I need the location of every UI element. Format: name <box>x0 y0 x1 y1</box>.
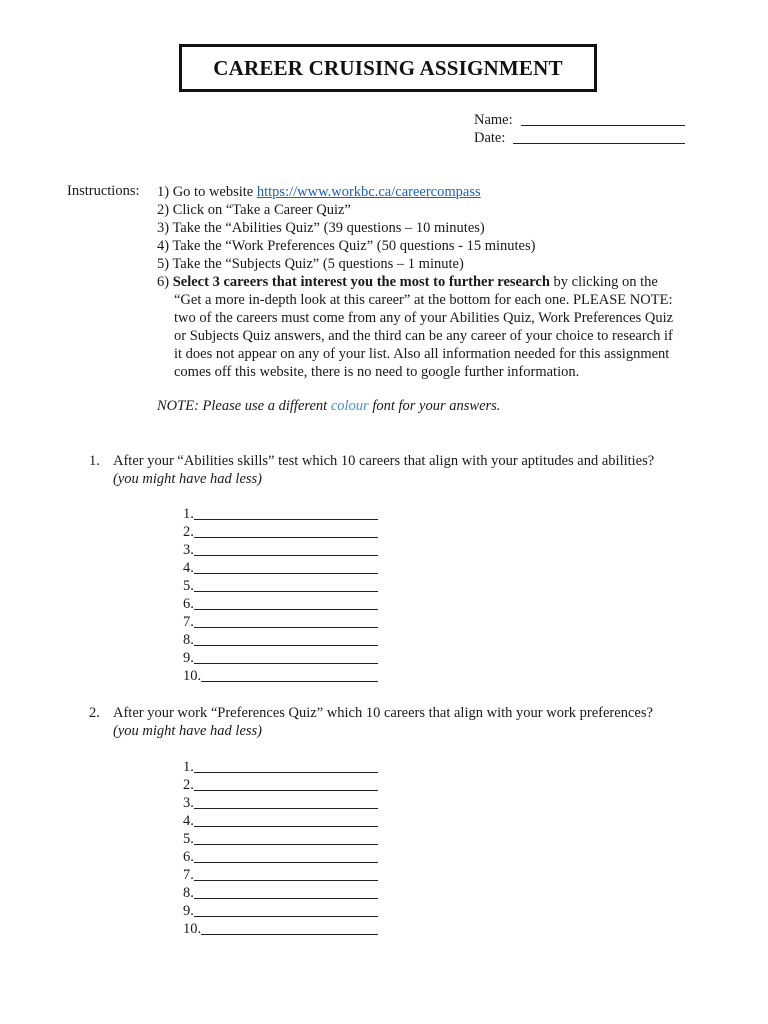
instruction-step-6-line-5: it does not appear on any of your list. Also all information needed for this assignment <box>174 346 670 362</box>
date-blank-line[interactable] <box>513 142 685 144</box>
answer-row <box>183 920 378 938</box>
name-label: Name: <box>474 112 513 128</box>
step-6-rest: by clicking on the <box>549 274 658 290</box>
answer-blank-line[interactable] <box>194 518 378 520</box>
question-text: After your work “Preferences Quiz” which 10 careers that align with your work preferences? <box>113 705 653 721</box>
instruction-step-3: 3) Take the “Abilities Quiz” (39 questions – 10 minutes) <box>157 220 485 236</box>
instruction-step-6-line-2: “Get a more in-depth look at this career” at the bottom for each one. PLEASE NOTE: <box>174 292 673 308</box>
answer-number: 3. <box>183 542 194 558</box>
answer-blank-line[interactable] <box>201 680 378 682</box>
answer-blank-line[interactable] <box>194 662 378 664</box>
answer-row <box>183 776 378 794</box>
answer-row <box>183 505 378 523</box>
instruction-step-6-line-6: comes off this website, there is no need to google further information. <box>174 364 580 380</box>
question-1 <box>89 452 654 488</box>
instruction-step-4: 4) Take the “Work Preferences Quiz” (50 questions - 15 minutes) <box>157 238 536 254</box>
question-subtext: (you might have had less) <box>113 471 262 487</box>
answer-number: 1. <box>183 759 194 775</box>
answer-row <box>183 631 378 649</box>
step-6-bold-text: Select 3 careers that interest you the most to further research <box>172 274 550 290</box>
answer-blank-line[interactable] <box>194 843 378 845</box>
answer-number: 2. <box>183 777 194 793</box>
question-number: 2. <box>89 705 100 721</box>
answer-row <box>183 541 378 559</box>
answer-number: 3. <box>183 795 194 811</box>
date-field-row <box>474 130 685 147</box>
answer-list-2 <box>183 758 378 938</box>
instructions-label: Instructions: <box>67 183 140 199</box>
answer-row <box>183 848 378 866</box>
question-text: After your “Abilities skills” test which 10 careers that align with your aptitudes and abilities? <box>113 453 655 469</box>
answer-number: 6. <box>183 596 194 612</box>
note-text <box>157 398 500 415</box>
question-2 <box>89 704 653 740</box>
answer-blank-line[interactable] <box>194 915 378 917</box>
answer-list-1 <box>183 505 378 685</box>
name-blank-line[interactable] <box>521 124 685 126</box>
answer-blank-line[interactable] <box>194 608 378 610</box>
date-label: Date: <box>474 130 506 146</box>
answer-blank-line[interactable] <box>194 897 378 899</box>
answer-row <box>183 523 378 541</box>
answer-row <box>183 794 378 812</box>
answer-number: 9. <box>183 650 194 666</box>
answer-number: 5. <box>183 831 194 847</box>
step-6-number: 6) <box>157 274 173 290</box>
answer-number: 10. <box>183 921 202 937</box>
answer-blank-line[interactable] <box>194 825 378 827</box>
instruction-step-1 <box>157 183 702 201</box>
note-before: NOTE: Please use a different <box>157 398 331 414</box>
answer-row <box>183 577 378 595</box>
question-number: 1. <box>89 453 100 469</box>
answer-number: 6. <box>183 849 194 865</box>
answer-row <box>183 595 378 613</box>
question-subtext: (you might have had less) <box>113 723 262 739</box>
answer-number: 4. <box>183 813 194 829</box>
answer-number: 7. <box>183 614 194 630</box>
answer-number: 2. <box>183 524 194 540</box>
answer-blank-line[interactable] <box>194 861 378 863</box>
answer-blank-line[interactable] <box>194 789 378 791</box>
instruction-step-6-line-3: two of the careers must come from any of your Abilities Quiz, Work Preferences Quiz <box>174 310 674 326</box>
answer-number: 8. <box>183 885 194 901</box>
answer-blank-line[interactable] <box>194 554 378 556</box>
instruction-step-2: 2) Click on “Take a Career Quiz” <box>157 202 351 218</box>
answer-number: 1. <box>183 506 194 522</box>
answer-row <box>183 559 378 577</box>
instruction-step-6-line-4: or Subjects Quiz answers, and the third can be any career of your choice to research if <box>174 328 673 344</box>
instruction-step-5: 5) Take the “Subjects Quiz” (5 questions – 1 minute) <box>157 256 464 272</box>
step-1-text: 1) Go to website <box>157 184 257 200</box>
answer-blank-line[interactable] <box>194 644 378 646</box>
answer-row <box>183 667 378 685</box>
instruction-step-6 <box>157 273 702 291</box>
answer-row <box>183 613 378 631</box>
note-accent-word: colour <box>330 398 369 414</box>
answer-number: 10. <box>183 668 202 684</box>
answer-blank-line[interactable] <box>201 933 378 935</box>
answer-blank-line[interactable] <box>194 590 378 592</box>
answer-blank-line[interactable] <box>194 807 378 809</box>
answer-row <box>183 649 378 667</box>
answer-blank-line[interactable] <box>194 626 378 628</box>
answer-number: 4. <box>183 560 194 576</box>
answer-blank-line[interactable] <box>194 536 378 538</box>
answer-number: 5. <box>183 578 194 594</box>
answer-number: 7. <box>183 867 194 883</box>
answer-row <box>183 830 378 848</box>
title-box <box>179 44 597 92</box>
answer-number: 9. <box>183 903 194 919</box>
answer-row <box>183 758 378 776</box>
note-after: font for your answers. <box>368 398 501 414</box>
page-title: CAREER CRUISING ASSIGNMENT <box>213 55 563 80</box>
answer-blank-line[interactable] <box>194 771 378 773</box>
answer-row <box>183 884 378 902</box>
answer-row <box>183 812 378 830</box>
website-link[interactable]: https://www.workbc.ca/careercompass <box>256 184 481 200</box>
instructions-list <box>157 183 702 381</box>
answer-row <box>183 866 378 884</box>
answer-blank-line[interactable] <box>194 879 378 881</box>
name-field-row <box>474 112 685 129</box>
answer-row <box>183 902 378 920</box>
answer-blank-line[interactable] <box>194 572 378 574</box>
answer-number: 8. <box>183 632 194 648</box>
